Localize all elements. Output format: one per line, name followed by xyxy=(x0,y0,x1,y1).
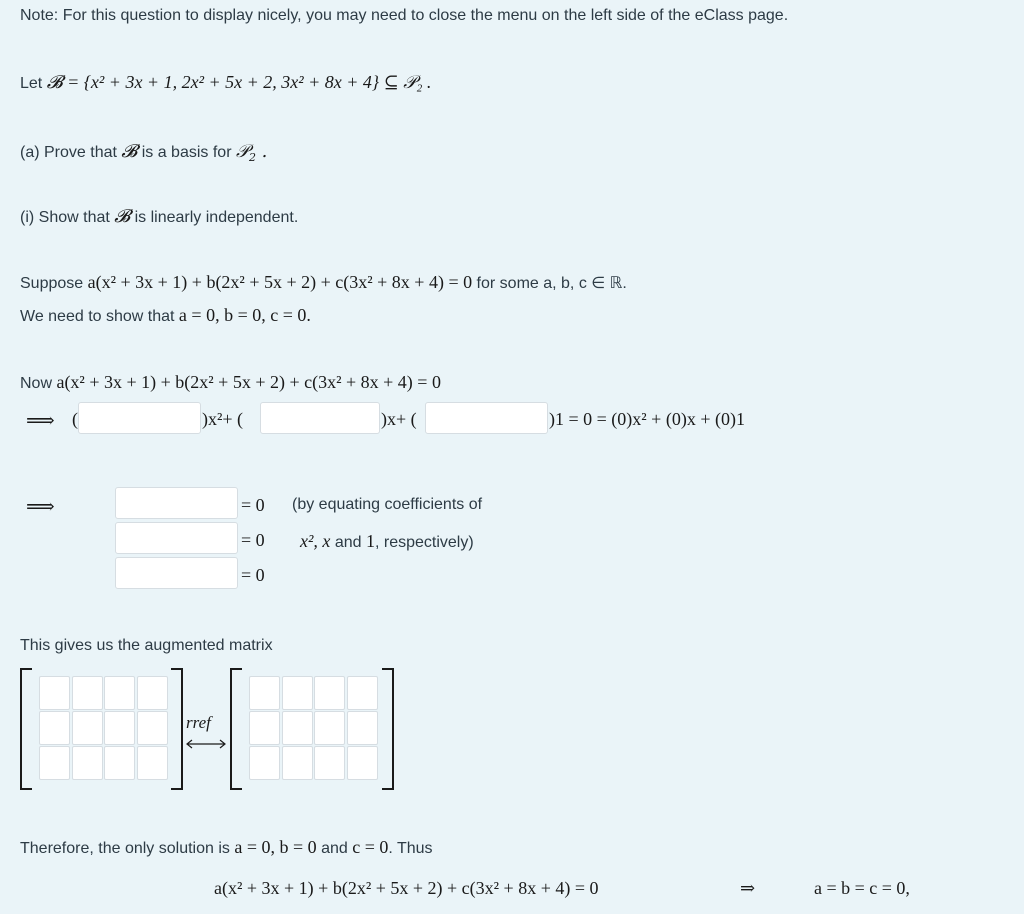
therefore-ab: a = 0, b = 0 xyxy=(234,837,317,857)
equating-and: and xyxy=(330,534,366,551)
matrix-left-close-bracket xyxy=(171,668,183,790)
equating-end: , respectively) xyxy=(374,534,474,551)
coef-rhs: )1 = 0 = (0)x² + (0)x + (0)1 xyxy=(549,409,745,429)
part-i-heading xyxy=(20,206,298,227)
matrix-right-cell-r1-c4[interactable] xyxy=(347,676,378,710)
suppose-line xyxy=(20,272,627,293)
equation-1-input[interactable] xyxy=(115,487,238,519)
matrix-left-cell-r2-c3[interactable] xyxy=(104,711,135,745)
matrix-left-cell-r3-c1[interactable] xyxy=(39,746,70,780)
part-i-suffix: is linearly independent. xyxy=(130,209,299,226)
final-result: a = b = c = 0, xyxy=(814,878,910,898)
matrix-left-cell-r2-c2[interactable] xyxy=(72,711,103,745)
matrix-left-cell-r3-c4[interactable] xyxy=(137,746,168,780)
equating-note-2 xyxy=(300,531,474,552)
final-equation: a(x² + 3x + 1) + b(2x² + 5x + 2) + c(3x² + 8x + 4) = 0 xyxy=(214,878,599,898)
matrix-right-cell-r1-c2[interactable] xyxy=(282,676,313,710)
equating-vars: x², x xyxy=(300,531,331,551)
therefore-prefix: Therefore, the only solution is xyxy=(20,840,235,857)
implies-arrow-2: ⟹ xyxy=(26,496,55,518)
matrix-right-cell-r3-c3[interactable] xyxy=(314,746,345,780)
suppose-suffix: for some a, b, c ∈ ℝ. xyxy=(472,275,627,292)
let-statement xyxy=(20,72,431,93)
matrix-right-cell-r2-c4[interactable] xyxy=(347,711,378,745)
rref-arrow-icon xyxy=(186,736,226,754)
matrix-right-cell-r2-c1[interactable] xyxy=(249,711,280,745)
final-arrow: ⇒ xyxy=(740,878,756,898)
coef-x-label: )x+ ( xyxy=(381,409,417,429)
p2-symbol: 𝒫$_2$ . xyxy=(235,141,268,164)
matrix-right-cell-r3-c2[interactable] xyxy=(282,746,313,780)
eq-zero-2: = 0 xyxy=(241,530,265,550)
equation-3-input[interactable] xyxy=(115,557,238,589)
equation-2-input[interactable] xyxy=(115,522,238,554)
matrix-right-cell-r2-c2[interactable] xyxy=(282,711,313,745)
matrix-left-cell-r1-c1[interactable] xyxy=(39,676,70,710)
part-i-prefix: (i) Show that xyxy=(20,209,115,226)
matrix-left-cell-r1-c3[interactable] xyxy=(104,676,135,710)
equating-note-1: (by equating coefficients of xyxy=(292,496,483,513)
matrix-left-open-bracket xyxy=(20,668,32,790)
eq-zero-1: = 0 xyxy=(241,495,265,515)
eq-zero-3: = 0 xyxy=(241,565,265,585)
basis-symbol: 𝓑 xyxy=(121,141,138,162)
rref-label: rref xyxy=(186,713,211,732)
matrix-right-open-bracket xyxy=(230,668,242,790)
part-a-prefix: (a) Prove that xyxy=(20,144,122,161)
augmented-matrix-text: This gives us the augmented matrix xyxy=(20,637,273,654)
part-a-heading xyxy=(20,141,267,162)
now-prefix: Now xyxy=(20,375,57,392)
matrix-right-cell-r1-c3[interactable] xyxy=(314,676,345,710)
coef-x2-input[interactable] xyxy=(78,402,201,434)
suppose-prefix: Suppose xyxy=(20,275,88,292)
note-text: Note: For this question to display nicely, you may need to close the menu on the left side of the eClass page. xyxy=(20,7,789,24)
matrix-left-cell-r3-c3[interactable] xyxy=(104,746,135,780)
matrix-left-cell-r1-c4[interactable] xyxy=(137,676,168,710)
basis-set-math: 𝓑 = {x² + 3x + 1, 2x² + 5x + 2, 3x² + 8x + 4} ⊆ 𝒫₂ . xyxy=(46,72,432,92)
therefore-line xyxy=(20,837,433,858)
need-equation: a = 0, b = 0, c = 0. xyxy=(178,305,311,325)
matrix-left-cell-r2-c4[interactable] xyxy=(137,711,168,745)
basis-symbol: 𝓑 xyxy=(114,206,131,227)
need-line xyxy=(20,305,311,326)
need-prefix: We need to show that xyxy=(20,308,179,325)
matrix-right-cell-r3-c1[interactable] xyxy=(249,746,280,780)
suppose-equation: a(x² + 3x + 1) + b(2x² + 5x + 2) + c(3x² + 8x + 4) = 0 xyxy=(87,272,473,292)
part-a-mid: is a basis for xyxy=(137,144,236,161)
matrix-right-cell-r3-c4[interactable] xyxy=(347,746,378,780)
matrix-left-cell-r2-c1[interactable] xyxy=(39,711,70,745)
coef-const-input[interactable] xyxy=(425,402,548,434)
therefore-thus: . Thus xyxy=(388,840,433,857)
matrix-left-cell-r1-c2[interactable] xyxy=(72,676,103,710)
coef-x2-label: )x²+ ( xyxy=(202,409,244,429)
matrix-left-cell-r3-c2[interactable] xyxy=(72,746,103,780)
coef-open-paren: ( xyxy=(72,409,78,429)
matrix-right-cell-r2-c3[interactable] xyxy=(314,711,345,745)
implies-arrow-1: ⟹ xyxy=(26,410,55,432)
now-line xyxy=(20,372,441,393)
therefore-and: and xyxy=(316,840,353,857)
matrix-right-cell-r1-c1[interactable] xyxy=(249,676,280,710)
coef-x-input[interactable] xyxy=(260,402,380,434)
equating-one: 1 xyxy=(365,531,375,551)
let-prefix: Let xyxy=(20,75,47,92)
therefore-c: c = 0 xyxy=(352,837,389,857)
matrix-right-close-bracket xyxy=(382,668,394,790)
now-equation: a(x² + 3x + 1) + b(2x² + 5x + 2) + c(3x² + 8x + 4) = 0 xyxy=(56,372,441,392)
